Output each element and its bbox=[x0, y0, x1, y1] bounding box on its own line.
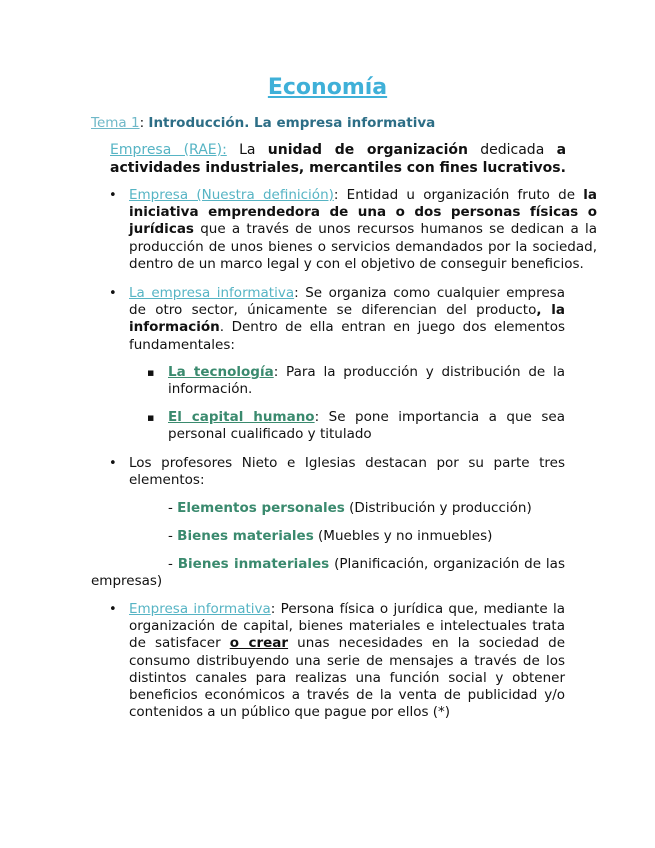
section-label: Tema 1 bbox=[91, 115, 140, 131]
element-dash: - bbox=[168, 556, 178, 572]
element-material-text: (Muebles y no inmuebles) bbox=[313, 528, 493, 544]
element-dash: - bbox=[168, 528, 178, 544]
informative-company-text-1: : Se organiza como cualquier empresa de otro sector, únicamente se diferencian del producto bbox=[129, 285, 565, 319]
section-sep: : bbox=[139, 115, 145, 131]
definition-rae-bold-1: unidad de organización bbox=[267, 142, 468, 158]
own-definition-text-2: que a través de unos recursos humanos se dedican a la producción de unos bienes o servicios demandados por la sociedad, dentro de un marco legal y con el objetivo de conseguir beneficios. bbox=[129, 221, 597, 272]
bullet-icon: • bbox=[109, 286, 117, 301]
informative-company-bold: , la información bbox=[129, 302, 565, 336]
own-definition-bold: la iniciativa emprendedora de una o dos personas físicas o jurídicas bbox=[129, 187, 598, 238]
bullet-informative-company-2 bbox=[129, 601, 565, 721]
sub-bullet-technology bbox=[168, 364, 565, 398]
section-title: Introducción. La empresa informativa bbox=[148, 115, 436, 131]
definition-rae-text-2: dedicada bbox=[467, 142, 557, 158]
element-immaterial-text: (Planificación, organización de las bbox=[329, 556, 565, 572]
definition-rae-bold-2: a actividades industriales, mercantiles con fines lucrativos. bbox=[110, 142, 567, 176]
sub-bullet-icon: ▪ bbox=[147, 366, 155, 379]
human-capital-text: : Se pone importancia a que sea personal cualificado y titulado bbox=[168, 409, 565, 443]
element-material bbox=[168, 528, 492, 545]
informative-company-2-text-1: : Persona física o jurídica que, mediante la organización de capital, bienes materiales e intelectuales trata de satisfacer bbox=[129, 601, 565, 652]
element-immaterial bbox=[168, 556, 565, 573]
informative-company-2-bold: o crear bbox=[229, 635, 289, 652]
informative-company-2-term: Empresa informativa bbox=[129, 601, 271, 617]
own-definition-text-1: : Entidad u organización fruto de bbox=[333, 187, 584, 203]
bullet-icon: • bbox=[109, 456, 117, 471]
technology-term: La tecnología bbox=[168, 364, 274, 380]
element-immaterial-wrap: empresas) bbox=[91, 573, 163, 589]
sub-bullet-icon: ▪ bbox=[147, 411, 155, 424]
definition-rae bbox=[110, 141, 566, 177]
definition-rae-term: Empresa (RAE): bbox=[110, 142, 227, 158]
bullet-icon: • bbox=[109, 602, 117, 617]
element-dash: - bbox=[168, 500, 178, 516]
element-personal-term: Elementos personales bbox=[177, 500, 345, 516]
element-immaterial-term: Bienes inmateriales bbox=[177, 556, 330, 572]
section-heading bbox=[91, 114, 435, 132]
informative-company-text-2: . Dentro de ella entran en juego dos elementos fundamentales: bbox=[129, 319, 565, 353]
bullet-own-definition bbox=[129, 187, 597, 273]
page-title: Economía bbox=[267, 75, 388, 100]
bullet-informative-company bbox=[129, 285, 565, 354]
own-definition-term: Empresa (Nuestra definición) bbox=[129, 187, 334, 203]
element-material-term: Bienes materiales bbox=[177, 528, 314, 544]
bullet-icon: • bbox=[109, 188, 117, 203]
human-capital-term: El capital humano bbox=[168, 409, 315, 425]
informative-company-term: La empresa informativa bbox=[129, 285, 295, 301]
sub-bullet-human-capital bbox=[168, 409, 565, 443]
bullet-three-elements: Los profesores Nieto e Iglesias destacan por su parte tres elementos: bbox=[129, 455, 565, 489]
technology-text: : Para la producción y distribución de la información. bbox=[168, 364, 566, 398]
definition-rae-text-1: La bbox=[226, 142, 268, 158]
element-personal bbox=[168, 500, 532, 517]
informative-company-2-text-2: unas necesidades en la sociedad de consumo distribuyendo una serie de mensajes a través de los distintos canales para realizas una función social y obtener beneficios económicos a través de la venta de publicidad y/o contenidos a un público que pague por ellos (*) bbox=[129, 635, 565, 721]
element-personal-text: (Distribución y producción) bbox=[344, 500, 532, 516]
